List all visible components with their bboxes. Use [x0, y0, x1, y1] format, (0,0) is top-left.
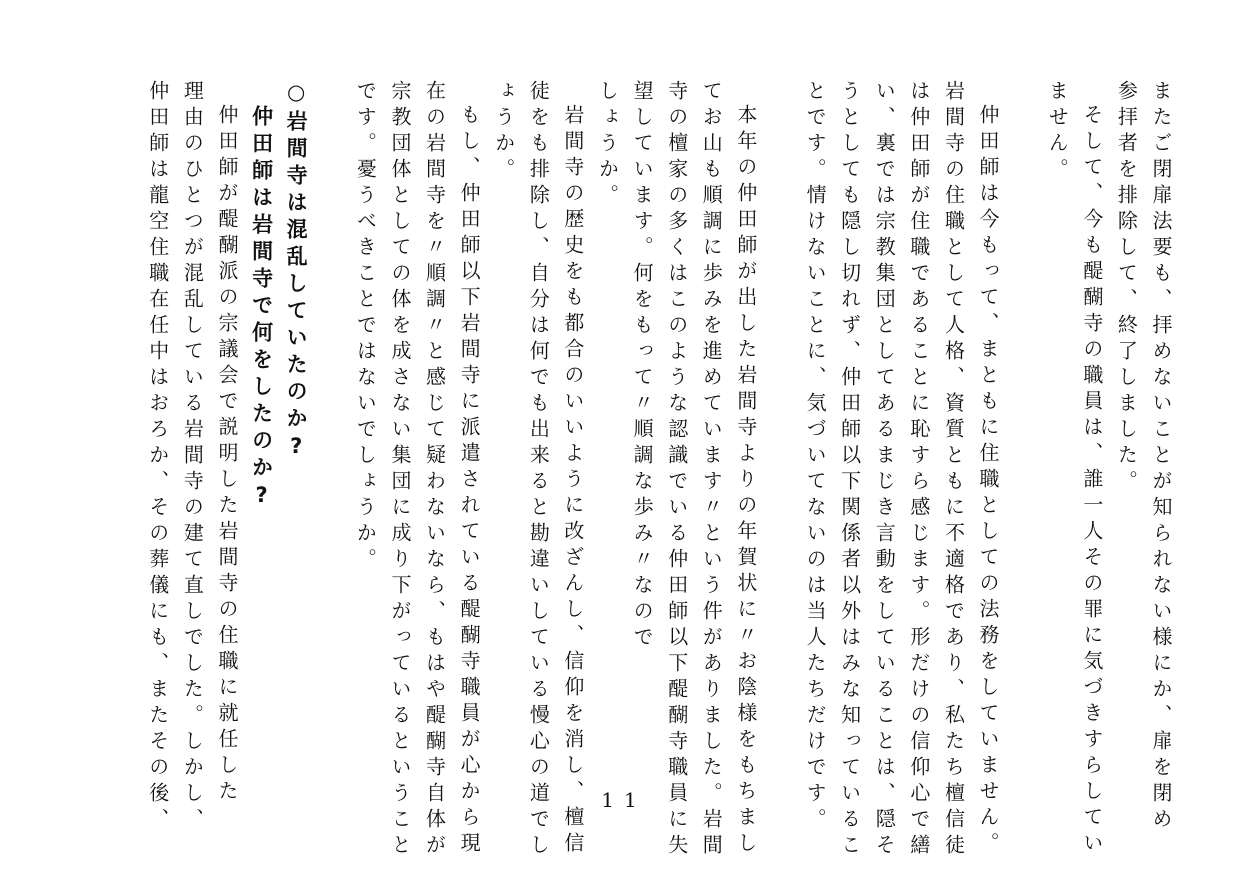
text-line: うとしても隠し切れず、仲田師以下関係者以外はみな知っているこ	[837, 80, 862, 860]
text-line: 望しています。何をもって〃順調な歩み〃なので	[630, 80, 655, 652]
text-line: とです。情けないことに、気づいてないのは当人たちだけです。	[803, 80, 828, 834]
text-line: い、裏では宗教集団としてあるまじき言動をしていることは、隠そ	[872, 80, 897, 860]
section-heading: ○岩間寺は混乱していたのか?	[284, 80, 309, 464]
text-line: 仲田師は龍空住職在任中はおろか、その葬儀にも、またその後、	[145, 80, 170, 834]
paragraph-gap	[313, 80, 348, 780]
section-subheading: 仲田師は岩間寺で何をしたのか?	[249, 105, 274, 514]
text-line: 在の岩間寺を〃順調〃と感じて疑わないなら、もはや醍醐寺自体が	[422, 80, 447, 860]
text-line: 岩間寺の歴史をも都合のいいように改ざんし、信仰を消し、檀信	[560, 104, 585, 858]
text-line: 岩間寺の住職として人格、資質ともに不適格であり、私たち檀信徒	[941, 80, 966, 860]
text-line: 仲田師が醍醐派の宗議会で説明した岩間寺の住職に就任した	[214, 104, 239, 806]
text-line: 宗教団体としての体を成さない集団に成り下がっているということ	[387, 80, 412, 860]
text-line: 寺の檀家の多くはこのような認識でいる仲田師以下醍醐寺職員に失	[664, 80, 689, 860]
paragraph-gap	[763, 80, 798, 780]
text-line: は仲田師が住職であることに恥すら感じます。形だけの信仰心で繕	[906, 80, 931, 860]
text-line: です。憂うべきことではないでしょうか。	[353, 80, 378, 574]
text-line: またご閉扉法要も、拝めないことが知られない様にか、扉を閉め	[1149, 80, 1173, 834]
text-line: もし、仲田師以下岩間寺に派遣されている醍醐寺職員が心から現	[457, 104, 482, 858]
text-line: 徒をも排除し、自分は何でも出来ると勘違いしている慢心の道でし	[526, 80, 551, 860]
paragraph-gap	[1005, 80, 1040, 780]
page-number: 11	[601, 788, 647, 812]
text-line: てお山も順調に歩みを進めています〃という件がありました。岩間	[699, 80, 724, 860]
text-line: 仲田師は今もって、まともに住職としての法務をしていません。	[976, 104, 1001, 858]
text-line: しょうか。	[595, 80, 620, 210]
text-line: 理由のひとつが混乱している岩間寺の建て直しでした。しかし、	[180, 80, 205, 834]
text-line: 参拝者を排除して、終了しました。	[1114, 80, 1139, 496]
text-line: ません。	[1045, 80, 1070, 184]
text-line: ょうか。	[491, 80, 516, 184]
text-line: そして、今も醍醐寺の職員は、誰一人その罪に気づきすらしてい	[1079, 104, 1104, 858]
text-line: 本年の仲田師が出した岩間寺よりの年賀状に〃お陰様をもちまし	[733, 104, 758, 858]
